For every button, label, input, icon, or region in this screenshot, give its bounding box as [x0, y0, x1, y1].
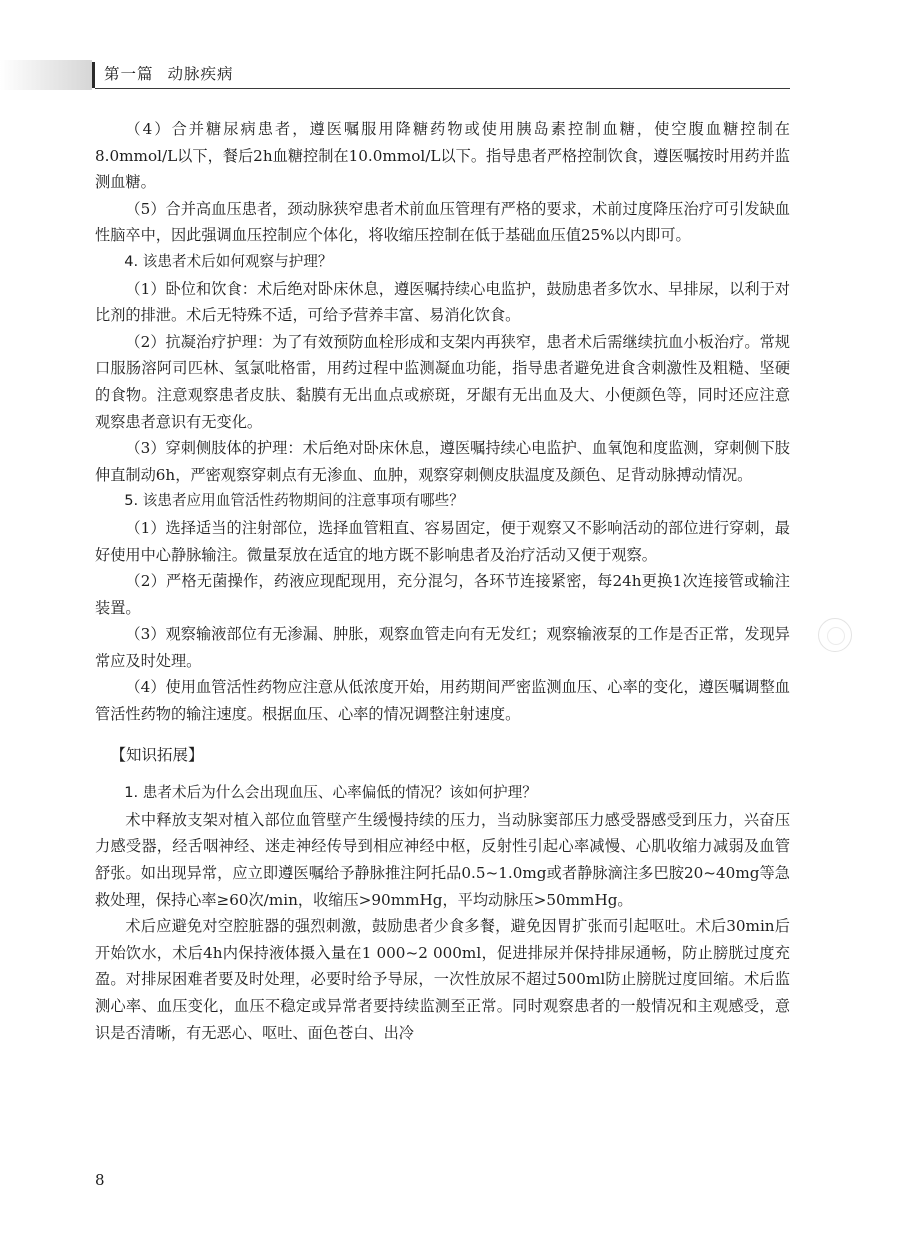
header-chapter: 动脉疾病 [167, 65, 234, 83]
publisher-stamp-icon [818, 618, 852, 652]
body-paragraph: （1）选择适当的注射部位，选择血管粗直、容易固定，便于观察又不影响活动的部位进行穿刺，最好使用中心静脉输注。微量泵放在适宜的地方既不影响患者及治疗活动又便于观察。 [95, 518, 790, 564]
question-heading: 1. 患者术后为什么会出现血压、心率偏低的情况？该如何护理？ [124, 784, 537, 802]
page-body [95, 116, 790, 1046]
page-number: 8 [95, 1171, 105, 1189]
body-paragraph: （3）观察输液部位有无渗漏、肿胀，观察血管走向有无发红；观察输液泵的工作是否正常，发现异常应及时处理。 [95, 625, 790, 670]
body-paragraph: （2）抗凝治疗护理：为了有效预防血栓形成和支架内再狭窄，患者术后需继续抗血小板治疗。常规口服肠溶阿司匹林、氢氯吡格雷，用药过程中监测凝血功能，指导患者避免进食含刺激性及粗糙、坚硬的食物。注意观察患者皮肤、黏膜有无出血点或瘀斑，牙龈有无出血及大、小便颜色等，同时还应注意观察患者意识有无变化。 [95, 332, 790, 431]
header-gradient-band [0, 60, 92, 90]
body-paragraph: （1）卧位和饮食：术后绝对卧床休息，遵医嘱持续心电监护，鼓励患者多饮水、早排尿，以利于对比剂的排泄。术后无特殊不适，可给予营养丰富、易消化饮食。 [95, 279, 790, 325]
body-paragraph: 术后应避免对空腔脏器的强烈刺激，鼓励患者少食多餐，避免因胃扩张而引起呕吐。术后30min后开始饮水，术后4h内保持液体摄入量在1 000~2 000ml，促进排尿并保持排尿通畅，防止膀胱过度充盈。对排尿困难者要及时处理，必要时给予导尿，一次性放尿不超过500ml防止膀胱过度回缩。术后监测心率、血压变化，血压不稳定或异常者要持续监测至正常。同时观察患者的一般情况和主观感受，意识是否清晰，有无恶心、呕吐、面色苍白、出冷 [95, 917, 790, 1042]
header-accent-bar [92, 62, 95, 88]
body-paragraph: 术中释放支架对植入部位血管壁产生缓慢持续的压力，当动脉窦部压力感受器感受到压力，兴奋压力感受器，经舌咽神经、迷走神经传导到相应神经中枢，反射性引起心率减慢、心肌收缩力减弱及血管舒张。如出现异常，应立即遵医嘱给予静脉推注阿托品0.5~1.0mg或者静脉滴注多巴胺20~40mg等急救处理，保持心率≥60次/min，收缩压>90mmHg，平均动脉压>50mmHg。 [95, 810, 790, 909]
question-heading: 4. 该患者术后如何观察与护理？ [124, 252, 333, 270]
question-heading: 5. 该患者应用血管活性药物期间的注意事项有哪些？ [124, 492, 464, 510]
section-title: 【知识拓展】 [110, 745, 204, 764]
body-paragraph: （5）合并高血压患者，颈动脉狭窄患者术前血压管理有严格的要求，术前过度降压治疗可引发缺血性脑卒中，因此强调血压控制应个体化，将收缩压控制在低于基础血压值25%以内即可。 [95, 199, 790, 245]
header-rule [95, 88, 790, 89]
header-part: 第一篇 [104, 65, 154, 83]
body-paragraph: （3）穿刺侧肢体的护理：术后绝对卧床休息，遵医嘱持续心电监护、血氧饱和度监测，穿刺侧下肢伸直制动6h，严密观察穿刺点有无渗血、血肿，观察穿刺侧皮肤温度及颜色、足背动脉搏动情况。 [95, 439, 790, 484]
body-paragraph: （2）严格无菌操作，药液应现配现用，充分混匀，各环节连接紧密，每24h更换1次连接管或输注装置。 [95, 572, 790, 617]
body-paragraph: （4）合并糖尿病患者，遵医嘱服用降糖药物或使用胰岛素控制血糖，使空腹血糖控制在8.0mmol/L以下，餐后2h血糖控制在10.0mmol/L以下。指导患者严格控制饮食，遵医嘱按时用药并监测血糖。 [95, 120, 790, 192]
running-header [104, 62, 234, 86]
body-paragraph: （4）使用血管活性药物应注意从低浓度开始，用药期间严密监测血压、心率的变化，遵医嘱调整血管活性药物的输注速度。根据血压、心率的情况调整注射速度。 [95, 678, 790, 724]
